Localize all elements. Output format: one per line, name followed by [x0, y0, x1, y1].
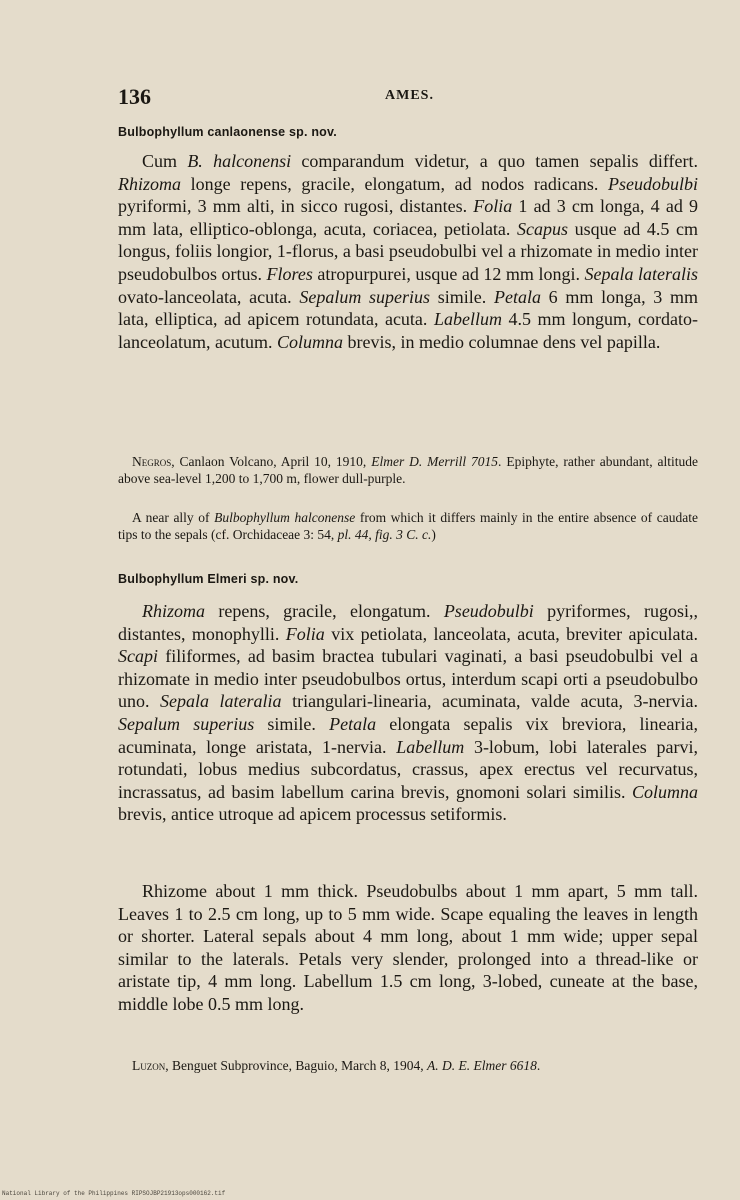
scan-footer: National Library of the Philippines RIPSOJBP21913ops000162.tif	[2, 1190, 226, 1197]
species-title-canlaonense: Bulbophyllum canlaonense sp. nov.	[118, 125, 337, 139]
latin-description-canlaonense: Cum B. halconensi comparandum videtur, a quo tamen sepalis differt. Rhizoma longe repens, gracile, elongatum, ad nodos radicans. Pseudobulbi pyriformi, 3 mm alti, in sicco rugosi, distantes. Folia 1 ad 3 cm longa, 4 ad 9 mm lata, elliptico-oblonga, acuta, coriacea, petiolata. Scapus usque ad 4.5 cm longus, foliis longior, 1-florus, a basi pseudobulbi vel a rhizomate in medio inter pseudobulbos ortus. Flores atropurpurei, usque ad 12 mm longi. Sepala lateralis ovato-lanceolata, acuta. Sepalum superius simile. Petala 6 mm longa, 3 mm lata, elliptica, ad apicem rotundata, acuta. Labellum 4.5 mm longum, cordato-lanceolatum, acutum. Columna brevis, in medio columnae dens vel papilla.	[118, 151, 699, 352]
running-head: AMES.	[385, 88, 434, 103]
english-description-elmeri: Rhizome about 1 mm thick. Pseudobulbs about 1 mm apart, 5 mm tall. Leaves 1 to 2.5 cm long, up to 5 mm wide. Scape equaling the leaves in length or shorter. Lateral sepals about 4 mm long, about 1 mm wide; upper sepal similar to the laterals. Petals very slender, prolonged into a thread-like or aristate tip, 4 mm long. Labellum 1.5 cm long, 3-lobed, cuneate at the base, middle lobe 0.5 mm long.	[118, 881, 698, 1014]
page-number: 136	[118, 84, 151, 109]
specimen-citation-elmeri: Luzon, Benguet Subprovince, Baguio, March 8, 1904, A. D. E. Elmer 6618.	[132, 1058, 541, 1073]
specimen-citation-canlaonense: Negros, Canlaon Volcano, April 10, 1910, Elmer D. Merrill 7015. Epiphyte, rather abundant, altitude above sea-level 1,200 to 1,700 m, flower dull-purple.	[118, 454, 698, 486]
taxonomic-note-canlaonense: A near ally of Bulbophyllum halconense from which it differs mainly in the entire absence of caudate tips to the sepals (cf. Orchidaceae 3: 54, pl. 44, fig. 3 C. c.)	[118, 510, 698, 542]
latin-description-elmeri: Rhizoma repens, gracile, elongatum. Pseudobulbi pyriformes, rugosi,, distantes, monophylli. Folia vix petiolata, lanceolata, acuta, breviter apiculata. Scapi filiformes, ad basim bractea tubulari vaginati, a basi pseudobulbi vel a rhizomate in medio inter pseudobulbos ortus, interdum scapi orti a pseudobulbo uno. Sepala lateralia triangulari-linearia, acuminata, valde acuta, 3-nervia. Sepalum superius simile. Petala elongata sepalis vix breviora, linearia, acuminata, longe aristata, 1-nervia. Labellum 3-lobum, lobi laterales parvi, rotundati, lobus medius subcordatus, crassus, apex erectus vel recurvatus, incrassatus, ad basim labellum carina brevis, gnomoni solari similis. Columna brevis, antice utroque ad apicem processus setiformis.	[118, 601, 698, 825]
species-title-elmeri: Bulbophyllum Elmeri sp. nov.	[118, 572, 299, 586]
